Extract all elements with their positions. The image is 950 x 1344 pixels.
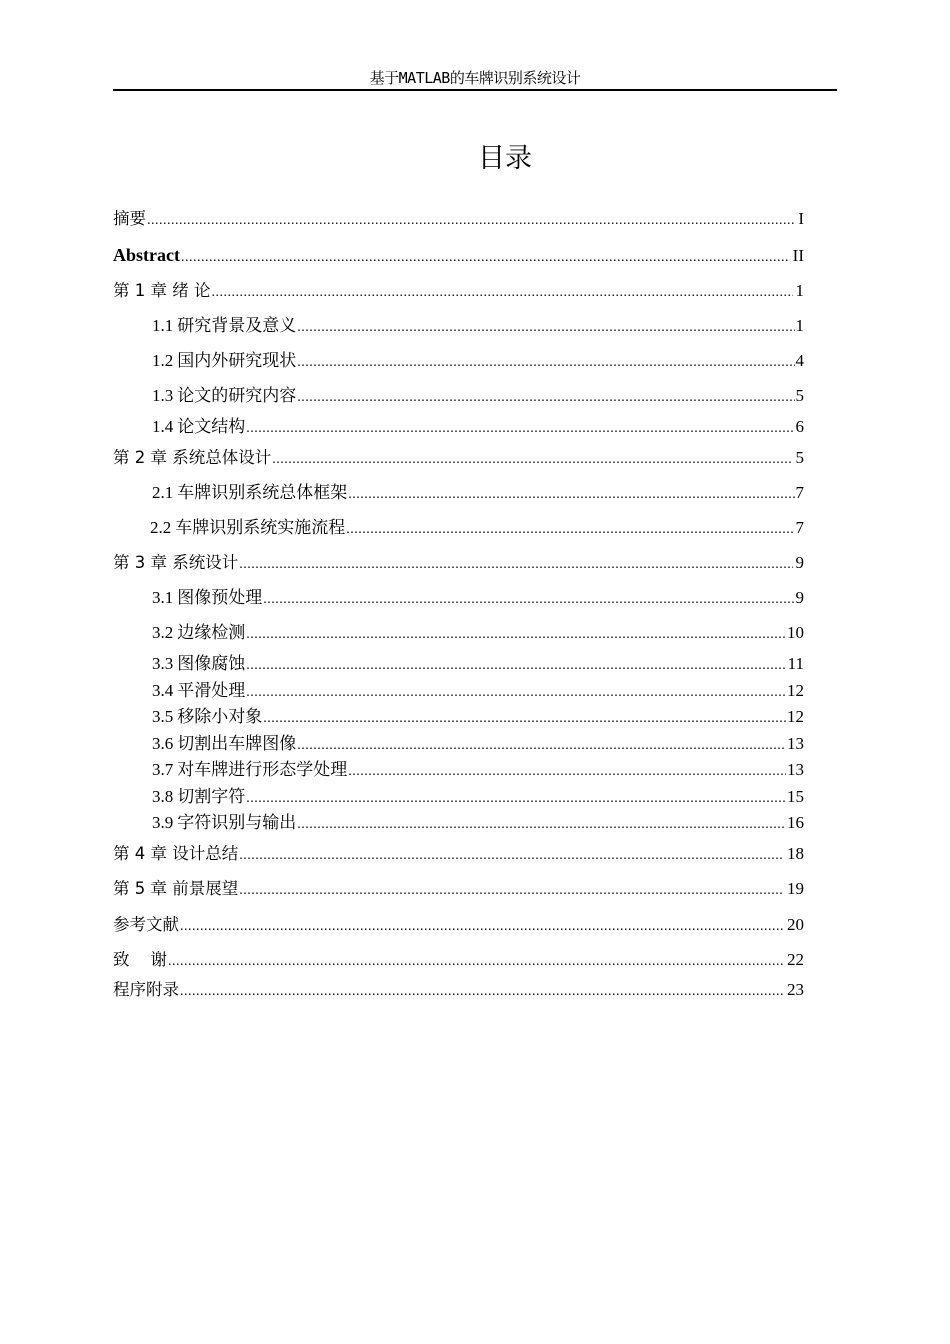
toc-entry-page: 7	[795, 483, 804, 502]
dot-leader	[211, 280, 792, 306]
toc-entry-chapter-1[interactable]	[113, 278, 804, 304]
dot-leader	[246, 786, 786, 812]
toc-entry-chapter-4[interactable]	[113, 841, 804, 867]
section-title: 切割字符	[177, 787, 246, 806]
toc-entry-page: 9	[795, 553, 804, 572]
toc-entry-section-3-5[interactable]	[152, 704, 804, 730]
toc-entry-page: 18	[787, 844, 804, 863]
toc-entry-label: 第 5 章 前景展望	[113, 879, 239, 898]
dot-leader	[239, 878, 784, 904]
toc-entry-section-3-1[interactable]	[152, 585, 804, 611]
toc-entry-page: 4	[795, 351, 804, 370]
dot-leader	[168, 949, 784, 975]
dot-leader	[346, 517, 794, 543]
section-number: 3.6	[152, 734, 174, 753]
toc-entry-section-1-1[interactable]	[152, 313, 804, 339]
toc-entry-section-3-8[interactable]	[152, 784, 804, 810]
dot-leader	[348, 482, 794, 508]
toc-entry-label: 第 4 章 设计总结	[113, 844, 239, 863]
section-number: 2.2	[150, 518, 172, 537]
page-header	[113, 68, 837, 91]
toc-entry-chapter-5[interactable]	[113, 876, 804, 902]
toc-entry-page: 1	[795, 316, 804, 335]
toc-entry-abstract-en[interactable]	[113, 242, 804, 268]
section-title: 对车牌进行形态学处理	[177, 760, 348, 779]
toc-entry-page: 15	[787, 787, 804, 806]
toc-entry-section-2-2[interactable]	[150, 515, 804, 541]
dot-leader	[297, 350, 794, 376]
section-number: 1.3	[152, 386, 174, 405]
toc-entry-page: 6	[795, 417, 804, 436]
toc-entry-section-3-6[interactable]	[152, 731, 804, 757]
dot-leader	[297, 733, 786, 759]
section-number: 3.8	[152, 787, 174, 806]
section-number: 1.1	[152, 316, 174, 335]
dot-leader	[180, 914, 784, 940]
toc-entry-section-1-3[interactable]	[152, 383, 804, 409]
toc-entry-label: 第 2 章 系统总体设计	[113, 448, 272, 467]
toc-entry-page: 16	[787, 813, 804, 832]
toc-entry-label	[152, 480, 347, 506]
dot-leader	[297, 385, 794, 411]
section-title: 图像腐蚀	[177, 654, 246, 673]
toc-entry-label: 第 1 章 绪 论	[113, 281, 211, 300]
toc-entry-section-3-9[interactable]	[152, 810, 804, 836]
toc-entry-page: 1	[795, 281, 804, 300]
dot-leader	[246, 680, 786, 706]
toc-entry-section-3-7[interactable]	[152, 757, 804, 783]
toc-entry-label: 程序附录	[113, 980, 179, 999]
toc-entry-label	[152, 731, 296, 757]
section-number: 1.4	[152, 417, 174, 436]
dot-leader	[246, 622, 786, 648]
section-title: 图像预处理	[177, 588, 263, 607]
section-number: 3.1	[152, 588, 174, 607]
dot-leader	[246, 653, 786, 679]
section-title: 论文的研究内容	[177, 386, 297, 405]
toc-entry-label: 摘要	[113, 209, 146, 228]
toc-entry-page: 19	[787, 879, 804, 898]
toc-entry-section-3-2[interactable]	[152, 620, 804, 646]
section-number: 3.9	[152, 813, 174, 832]
dot-leader	[263, 587, 794, 613]
toc-entry-abstract-cn[interactable]	[113, 206, 804, 232]
toc-entry-label	[152, 620, 245, 646]
section-title: 车牌识别系统实施流程	[175, 518, 346, 537]
toc-entry-page: 13	[787, 760, 804, 779]
toc-entry-label	[152, 313, 296, 339]
toc-entry-chapter-3[interactable]	[113, 550, 804, 576]
toc-entry-label	[152, 678, 245, 704]
toc-entry-acknowledgements[interactable]	[113, 947, 804, 973]
toc-entry-label: Abstract	[113, 245, 180, 265]
section-title: 车牌识别系统总体框架	[177, 483, 348, 502]
section-title: 字符识别与输出	[177, 813, 297, 832]
section-number: 3.4	[152, 681, 174, 700]
toc-title: 目录	[478, 143, 532, 174]
section-title: 论文结构	[177, 417, 246, 436]
section-number: 3.5	[152, 707, 174, 726]
toc-entry-section-2-1[interactable]	[152, 480, 804, 506]
section-number: 3.2	[152, 623, 174, 642]
section-number: 2.1	[152, 483, 174, 502]
section-number: 1.2	[152, 351, 174, 370]
toc-entry-page: 13	[787, 734, 804, 753]
toc-entry-page: 20	[787, 915, 804, 934]
section-title: 平滑处理	[177, 681, 246, 700]
section-number: 3.7	[152, 760, 174, 779]
toc-entry-page: 12	[787, 681, 804, 700]
toc-entry-section-1-2[interactable]	[152, 348, 804, 374]
toc-entry-section-3-3[interactable]	[152, 651, 804, 677]
dot-leader	[272, 447, 792, 473]
toc-entry-page: I	[798, 209, 804, 228]
toc-entry-label: 第 3 章 系统设计	[113, 553, 239, 572]
dot-leader	[348, 759, 786, 785]
toc-entry-page: 7	[795, 518, 804, 537]
toc-entry-label	[152, 383, 296, 409]
dot-leader	[246, 416, 794, 442]
dot-leader	[297, 315, 794, 341]
toc-entry-label	[152, 704, 262, 730]
dot-leader	[147, 208, 795, 234]
dot-leader	[263, 706, 786, 732]
toc-entry-page: 5	[795, 448, 804, 467]
section-title: 国内外研究现状	[177, 351, 297, 370]
header-title: 基于MATLAB的车牌识别系统设计	[369, 69, 581, 87]
toc-entry-label	[150, 515, 345, 541]
toc-entry-page: II	[792, 246, 804, 265]
toc-entry-page: 5	[795, 386, 804, 405]
toc-entry-page: 10	[787, 623, 804, 642]
toc-entry-page: 11	[787, 654, 804, 673]
toc-entry-label	[152, 810, 296, 836]
section-title: 切割出车牌图像	[177, 734, 297, 753]
toc-entry-appendix[interactable]	[113, 977, 804, 1003]
toc-entry-label: 致 谢	[113, 950, 167, 969]
toc-entry-section-1-4[interactable]	[152, 414, 804, 440]
toc-entry-chapter-2[interactable]	[113, 445, 804, 471]
toc-entry-label	[152, 414, 245, 440]
section-number: 3.3	[152, 654, 174, 673]
toc-entry-label	[152, 348, 296, 374]
toc-entry-label	[152, 585, 262, 611]
toc-entry-page: 23	[787, 980, 804, 999]
toc-entry-page: 12	[787, 707, 804, 726]
dot-leader	[239, 843, 784, 869]
dot-leader	[297, 812, 786, 838]
toc-entry-label	[152, 757, 347, 783]
dot-leader	[180, 979, 784, 1005]
toc-entry-page: 22	[787, 950, 804, 969]
section-title: 边缘检测	[177, 623, 246, 642]
toc-entry-label: 参考文献	[113, 915, 179, 934]
toc-entry-section-3-4[interactable]	[152, 678, 804, 704]
toc-entry-references[interactable]	[113, 912, 804, 938]
toc-entry-label	[152, 651, 245, 677]
section-title: 移除小对象	[177, 707, 263, 726]
dot-leader	[239, 552, 792, 578]
dot-leader	[181, 245, 790, 271]
section-title: 研究背景及意义	[177, 316, 297, 335]
toc-entry-page: 9	[795, 588, 804, 607]
toc-entry-label	[152, 784, 245, 810]
